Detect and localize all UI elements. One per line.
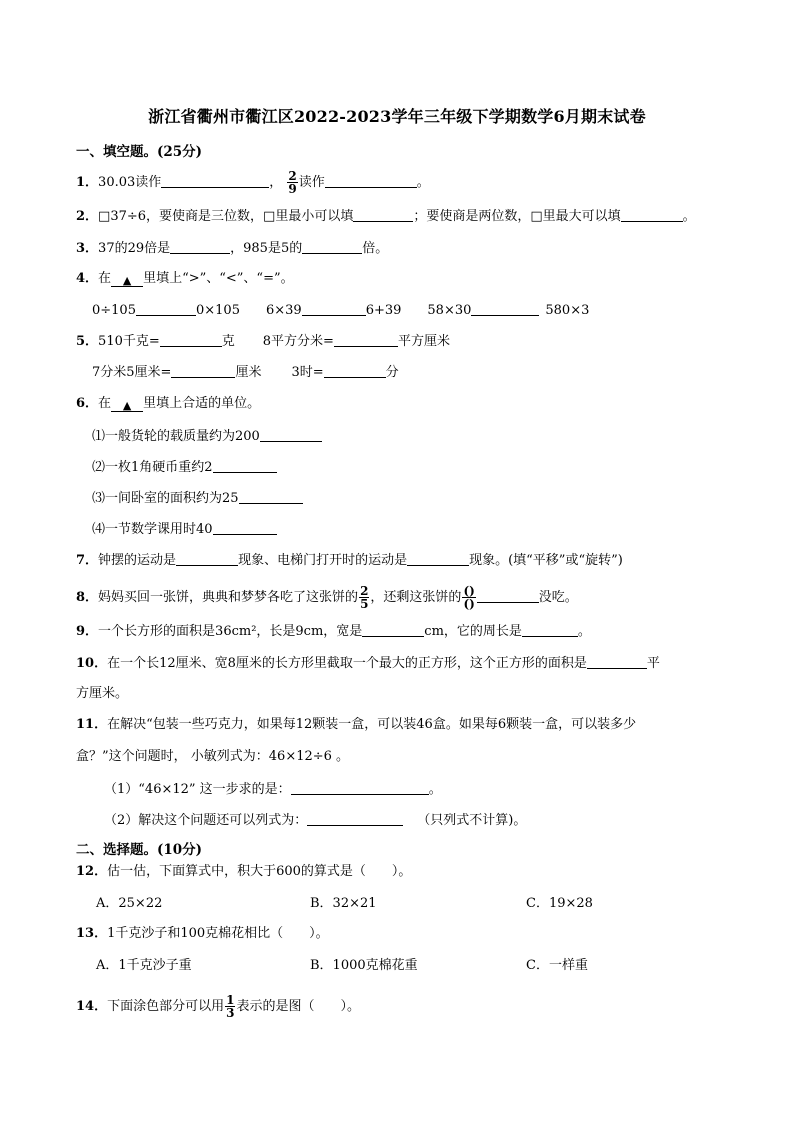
fraction-denominator: () <box>463 597 475 611</box>
fraction <box>287 170 297 195</box>
question-number: 7． <box>76 553 99 568</box>
answer-blank[interactable] <box>176 551 238 566</box>
question-number: 9． <box>76 624 99 639</box>
question-number: 6． <box>76 396 99 411</box>
compare-blank[interactable] <box>136 301 196 316</box>
question-3 <box>76 239 388 258</box>
answer-blank[interactable] <box>260 427 322 442</box>
unit-item <box>92 427 322 446</box>
fraction-numerator: 2 <box>360 584 369 598</box>
question-text: 37的29倍是 <box>98 241 171 256</box>
section-heading-choice: 二、选择题。(10分) <box>76 842 203 858</box>
question-text: （1）“46×12” 这一步求的是： <box>104 782 291 797</box>
question-text: ；要使商是两位数，□里最大可以填 <box>413 209 621 224</box>
question-text: 倍。 <box>362 241 389 256</box>
question-text: 。 <box>416 175 430 190</box>
question-11-cont <box>76 748 349 766</box>
triangle-icon: ▲ <box>122 399 132 412</box>
question-text: （只列式不计算)。 <box>417 813 527 828</box>
option-c[interactable]: C．19×28 <box>526 896 593 911</box>
option-b[interactable]: B．32×21 <box>310 896 377 911</box>
triangle-blank <box>111 272 143 287</box>
question-text: 平方厘米 <box>397 334 450 349</box>
question-text: 方厘米。 <box>76 686 129 701</box>
question-text: 妈妈买回一张饼，典典和梦梦各吃了这张饼的 <box>98 590 359 605</box>
question-text: 分 <box>385 365 399 380</box>
question-2 <box>76 207 696 226</box>
answer-blank[interactable] <box>407 551 469 566</box>
answer-blank[interactable] <box>160 332 222 347</box>
fraction-numerator: 2 <box>288 169 297 183</box>
question-number: 2． <box>76 209 99 224</box>
question-text: 一个长方形的面积是36cm²，长是9cm，宽是 <box>98 624 363 639</box>
question-number: 3． <box>76 241 99 256</box>
question-11-sub-2 <box>104 811 526 830</box>
answer-blank[interactable] <box>171 363 235 378</box>
compare-blank[interactable] <box>302 301 366 316</box>
answer-blank[interactable] <box>213 458 277 473</box>
comparison-left: 58×30 <box>427 303 472 318</box>
question-number: 8． <box>76 590 99 605</box>
answer-blank[interactable] <box>324 363 386 378</box>
question-text: ， <box>269 175 283 190</box>
question-text: 在一个长12厘米、宽8厘米的长方形里截取一个最大的正方形，这个正方形的面积是 <box>107 656 587 671</box>
comparison-right: 6+39 <box>365 303 402 318</box>
question-text: 读作 <box>298 175 325 190</box>
question-text: 钟摆的运动是 <box>98 553 177 568</box>
question-5-row-2 <box>92 363 399 382</box>
question-text: 在 <box>98 271 112 286</box>
question-text: 。 <box>428 782 442 797</box>
unit-item <box>92 458 277 477</box>
answer-blank[interactable] <box>161 173 269 188</box>
question-10-cont <box>76 685 128 703</box>
question-11 <box>76 716 636 734</box>
question-9 <box>76 622 591 641</box>
fraction <box>225 994 235 1019</box>
triangle-blank <box>111 397 143 412</box>
question-text: 现象。(填“平移”或“旋转”) <box>469 553 623 568</box>
question-8 <box>76 585 578 610</box>
question-number: 1． <box>76 175 99 190</box>
question-text: 平 <box>646 656 660 671</box>
answer-blank[interactable] <box>353 207 413 222</box>
question-text: 盒？”这个问题时， 小敏列式为：46×12÷6 。 <box>76 749 350 764</box>
triangle-icon: ▲ <box>122 274 132 287</box>
question-6 <box>76 395 260 413</box>
question-10 <box>76 654 660 673</box>
question-14 <box>76 994 360 1019</box>
question-text: ，985是5的 <box>230 241 303 256</box>
answer-blank[interactable] <box>302 239 362 254</box>
fraction-denominator: 9 <box>288 182 297 196</box>
question-number: 11． <box>76 717 108 732</box>
question-11-sub-1 <box>104 780 442 799</box>
question-number: 12． <box>76 864 108 879</box>
answer-blank[interactable] <box>334 332 398 347</box>
question-text: 3时= <box>291 365 324 380</box>
page-title: 浙江省衢州市衢江区2022-2023学年三年级下学期数学6月期末试卷 <box>148 107 646 126</box>
question-text: 克 <box>221 334 235 349</box>
question-text: 7分米5厘米= <box>92 365 172 380</box>
answer-blank[interactable] <box>170 239 230 254</box>
question-text: 1千克沙子和100克棉花相比（ ）。 <box>107 926 329 941</box>
question-text: 。 <box>682 209 696 224</box>
answer-blank[interactable] <box>325 173 417 188</box>
question-text: （2）解决这个问题还可以列式为： <box>104 813 308 828</box>
question-text: 。 <box>577 624 591 639</box>
answer-blank[interactable] <box>291 780 429 795</box>
question-text: 表示的是图（ ）。 <box>236 999 360 1014</box>
comparison-right: 0×105 <box>195 303 240 318</box>
question-12 <box>76 863 411 881</box>
question-number: 5． <box>76 334 99 349</box>
fraction-denominator: 5 <box>360 597 369 611</box>
answer-blank[interactable] <box>587 654 647 669</box>
unit-item-text: ⑵一枚1角硬币重约2 <box>92 460 213 475</box>
answer-blank[interactable] <box>239 489 303 504</box>
question-text: ，还剩这张饼的 <box>370 590 462 605</box>
answer-blank[interactable] <box>522 622 578 637</box>
question-1 <box>76 170 430 195</box>
question-number: 10． <box>76 656 108 671</box>
question-7 <box>76 551 623 570</box>
answer-blank[interactable] <box>362 622 424 637</box>
unit-item-text: ⑶一间卧室的面积约为25 <box>92 491 239 506</box>
question-text: 现象、电梯门打开时的运动是 <box>238 553 408 568</box>
answer-blank[interactable] <box>213 520 277 535</box>
question-text: □37÷6，要使商是三位数，□里最小可以填 <box>98 209 354 224</box>
unit-item <box>92 520 277 539</box>
fraction-blank[interactable] <box>462 585 475 610</box>
question-text: 下面涂色部分可以用 <box>107 999 225 1014</box>
fraction-numerator: () <box>463 584 475 598</box>
answer-blank[interactable] <box>621 207 683 222</box>
compare-blank[interactable] <box>471 301 539 316</box>
fraction-numerator: 1 <box>226 993 235 1007</box>
section-heading-fill-blank: 一、填空题。(25分) <box>76 144 203 160</box>
comparison-left: 6×39 <box>265 303 302 318</box>
comparison-left: 0÷105 <box>92 303 136 318</box>
unit-item-text: ⑴一般货轮的载质量约为200 <box>92 429 260 444</box>
answer-blank[interactable] <box>477 588 539 603</box>
question-text: 里填上“>”、“<”、“=”。 <box>143 271 294 286</box>
fraction-denominator: 3 <box>226 1006 235 1020</box>
question-number: 13． <box>76 926 108 941</box>
option-b[interactable]: B．1000克棉花重 <box>310 958 418 973</box>
question-text: 30.03读作 <box>98 175 162 190</box>
question-text: 8平方分米= <box>262 334 334 349</box>
question-number: 14． <box>76 999 108 1014</box>
question-text: 估一估，下面算式中，积大于600的算式是（ ）。 <box>107 864 412 879</box>
question-text: 没吃。 <box>538 590 578 605</box>
option-c[interactable]: C．一样重 <box>526 958 588 973</box>
option-a[interactable]: A．1千克沙子重 <box>96 958 192 973</box>
question-13 <box>76 925 329 943</box>
question-text: 在 <box>98 396 112 411</box>
answer-blank[interactable] <box>307 811 403 826</box>
unit-item <box>92 489 303 508</box>
question-text: 里填上合适的单位。 <box>143 396 261 411</box>
question-text: 在解决“包装一些巧克力，如果每12颗装一盒，可以装46盒。如果每6颗装一盒，可以装多少 <box>107 717 637 732</box>
question-number: 4． <box>76 271 99 286</box>
question-4 <box>76 270 294 288</box>
question-text: cm，它的周长是 <box>424 624 522 639</box>
option-a[interactable]: A．25×22 <box>96 896 163 911</box>
fraction <box>359 585 369 610</box>
unit-item-text: ⑷一节数学课用时40 <box>92 522 213 537</box>
question-5 <box>76 332 450 351</box>
question-text: 厘米 <box>235 365 262 380</box>
question-text: 510千克= <box>98 334 160 349</box>
comparison-row <box>92 301 589 320</box>
comparison-right: 580×3 <box>545 303 590 318</box>
